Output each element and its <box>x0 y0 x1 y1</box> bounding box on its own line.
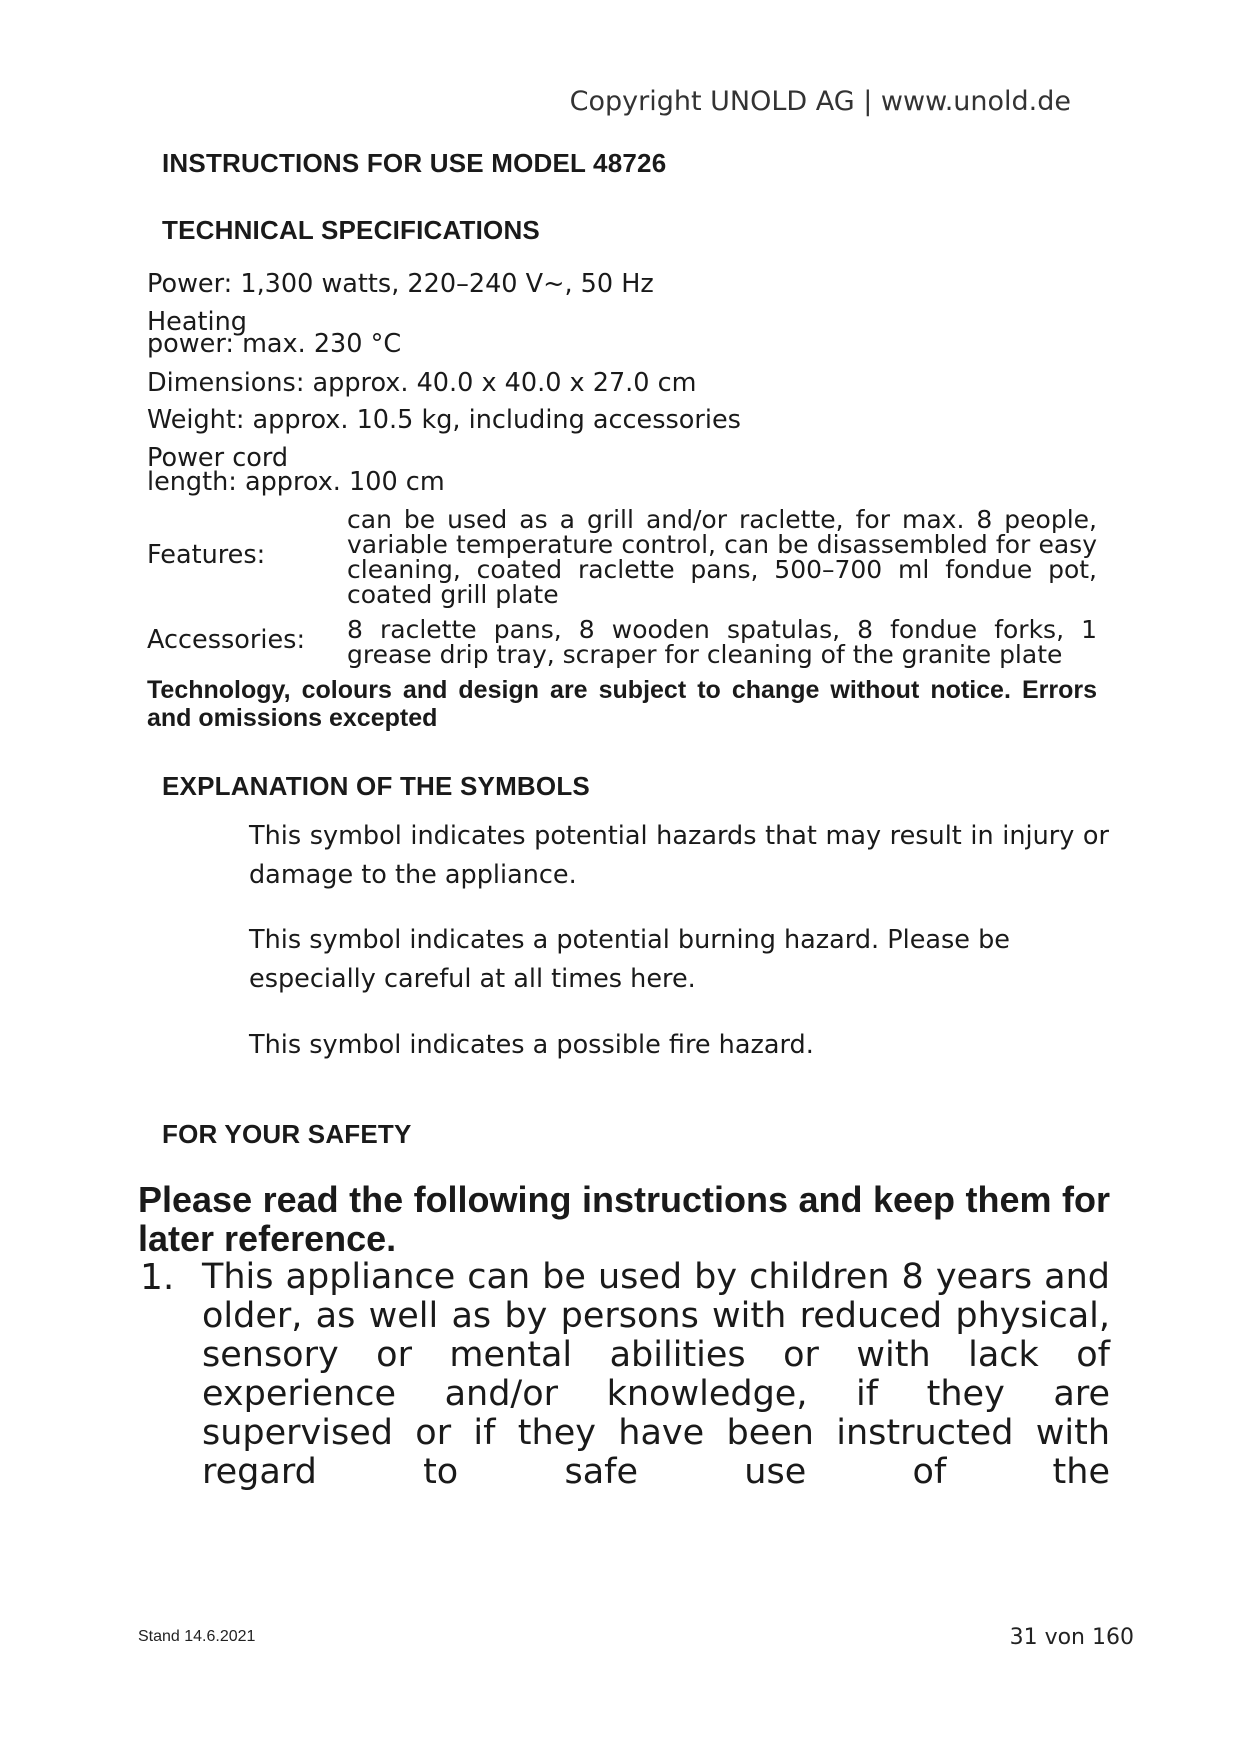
safety-item-1-number: 1. <box>140 1257 175 1298</box>
spec-accessories-value: 8 raclette pans, 8 wooden spatulas, 8 fondue forks, 1 grease drip tray, scraper for cleaning of the granite plate <box>347 615 1097 669</box>
safety-heading: FOR YOUR SAFETY <box>162 1119 412 1149</box>
spec-heating-line-1: Heating <box>147 307 247 337</box>
spec-features-value: can be used as a grill and/or raclette, for max. 8 people, variable temperature control, can be disassembled for easy cleaning, coated raclette pans, 500–700 ml fondue pot, coated grill plate <box>347 505 1097 609</box>
symbol-burning-text: This symbol indicates a potential burning hazard. Please be especially careful at all times here. <box>249 925 1010 994</box>
spec-power: Power: 1,300 watts, 220–240 V~, 50 Hz <box>147 269 654 299</box>
copyright-header: Copyright UNOLD AG | www.unold.de <box>569 86 1071 117</box>
footer-date: Stand 14.6.2021 <box>138 1628 256 1645</box>
spec-heating-line-2: power: max. 230 °C <box>147 329 402 359</box>
technical-specifications-heading: TECHNICAL SPECIFICATIONS <box>162 215 540 245</box>
page-number: 31 von 160 <box>1009 1625 1134 1650</box>
symbol-fire-text: This symbol indicates a possible fire hazard. <box>249 1030 814 1060</box>
spec-cord-line-2: length: approx. 100 cm <box>147 467 445 497</box>
change-notice: Technology, colours and design are subject to change without notice. Errors and omissions excepted <box>147 676 1097 732</box>
safety-intro: Please read the following instructions and keep them for later reference. <box>138 1179 1110 1259</box>
spec-weight: Weight: approx. 10.5 kg, including accessories <box>147 405 741 435</box>
spec-accessories-label: Accessories: <box>147 625 306 655</box>
safety-item-1-text: This appliance can be used by children 8 years and older, as well as by persons with reduced physical, sensory or mental abilities or with lack of experience and/or knowledge, if they are supervised or if they have been instructed with regard to safe use of the <box>202 1257 1110 1492</box>
document-title: INSTRUCTIONS FOR USE MODEL 48726 <box>162 148 667 178</box>
spec-cord-line-1: Power cord <box>147 443 289 473</box>
symbol-hazard-text: This symbol indicates potential hazards that may result in injury or damage to the appliance. <box>249 821 1109 890</box>
spec-dimensions: Dimensions: approx. 40.0 x 40.0 x 27.0 cm <box>147 368 697 398</box>
spec-features-label: Features: <box>147 540 266 570</box>
symbols-heading: EXPLANATION OF THE SYMBOLS <box>162 771 590 801</box>
